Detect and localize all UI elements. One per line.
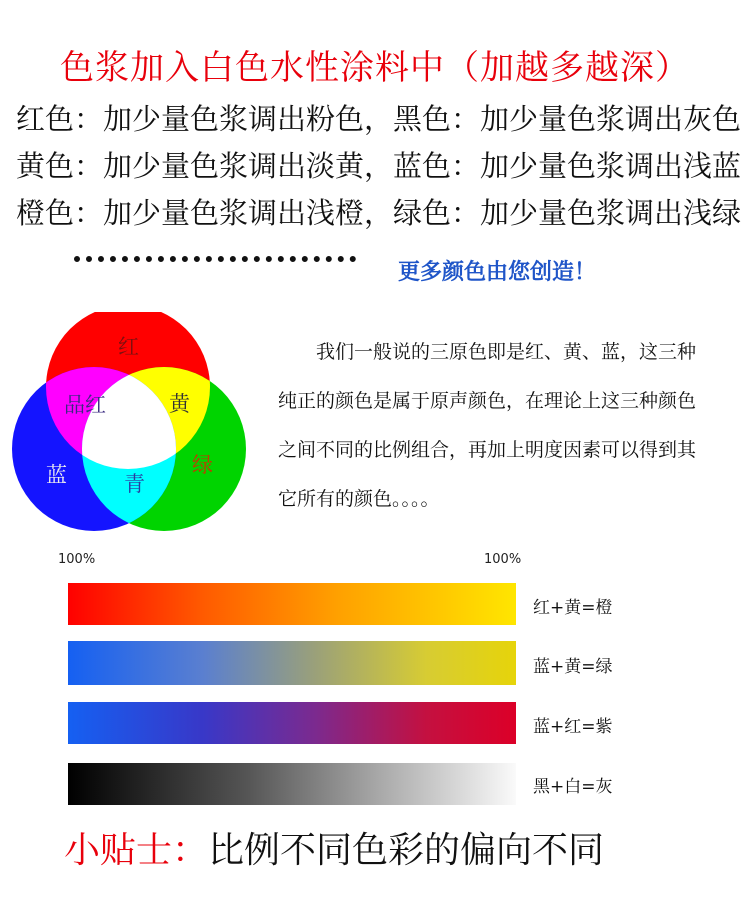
primary-colors-paragraph bbox=[278, 328, 738, 524]
dotted-divider bbox=[74, 256, 356, 262]
rule-line-red-black: 红色：加少量色浆调出粉色，黑色：加少量色浆调出灰色 bbox=[16, 102, 742, 136]
page-title: 色浆加入白色水性涂料中（加越多越深） bbox=[60, 48, 690, 88]
label-magenta: 品红 bbox=[64, 393, 106, 417]
tip-line bbox=[64, 822, 604, 873]
color-venn-diagram bbox=[12, 312, 252, 534]
label-blue: 蓝 bbox=[46, 463, 67, 487]
scale-right-percent: 100% bbox=[484, 552, 522, 567]
paragraph-line: 之间不同的比例组合，再加上明度因素可以得到其 bbox=[278, 439, 697, 461]
gradient-label-green: 蓝+黄=绿 bbox=[533, 657, 613, 677]
paragraph-line: 它所有的颜色。。。。 bbox=[278, 488, 440, 510]
gradient-bar-blue-red bbox=[68, 702, 516, 744]
label-green: 绿 bbox=[192, 453, 213, 477]
paragraph-line: 我们一般说的三原色即是红、黄、蓝，这三种 bbox=[278, 341, 697, 363]
scale-left-percent: 100% bbox=[58, 552, 96, 567]
gradient-bar-blue-yellow bbox=[68, 641, 516, 685]
gradient-label-gray: 黑+白=灰 bbox=[533, 777, 613, 797]
more-colors-slogan: 更多颜色由您创造！ bbox=[398, 260, 597, 285]
label-cyan: 青 bbox=[124, 472, 145, 496]
gradient-label-purple: 蓝+红=紫 bbox=[533, 717, 613, 737]
gradient-label-orange: 红+黄=橙 bbox=[533, 598, 613, 618]
tip-text: 比例不同色彩的偏向不同 bbox=[208, 830, 605, 871]
label-yellow: 黄 bbox=[169, 392, 190, 416]
tip-prefix: 小贴士： bbox=[64, 830, 209, 871]
gradient-bar-red-yellow bbox=[68, 583, 516, 625]
gradient-bar-black-white bbox=[68, 763, 516, 805]
label-red: 红 bbox=[118, 335, 139, 359]
rule-line-orange-green: 橙色：加少量色浆调出浅橙，绿色：加少量色浆调出浅绿 bbox=[16, 196, 742, 230]
tint-rules bbox=[16, 96, 746, 237]
rule-line-yellow-blue: 黄色：加少量色浆调出淡黄，蓝色：加少量色浆调出浅蓝 bbox=[16, 149, 742, 183]
paragraph-line: 纯正的颜色是属于原声颜色，在理论上这三种颜色 bbox=[278, 390, 697, 412]
